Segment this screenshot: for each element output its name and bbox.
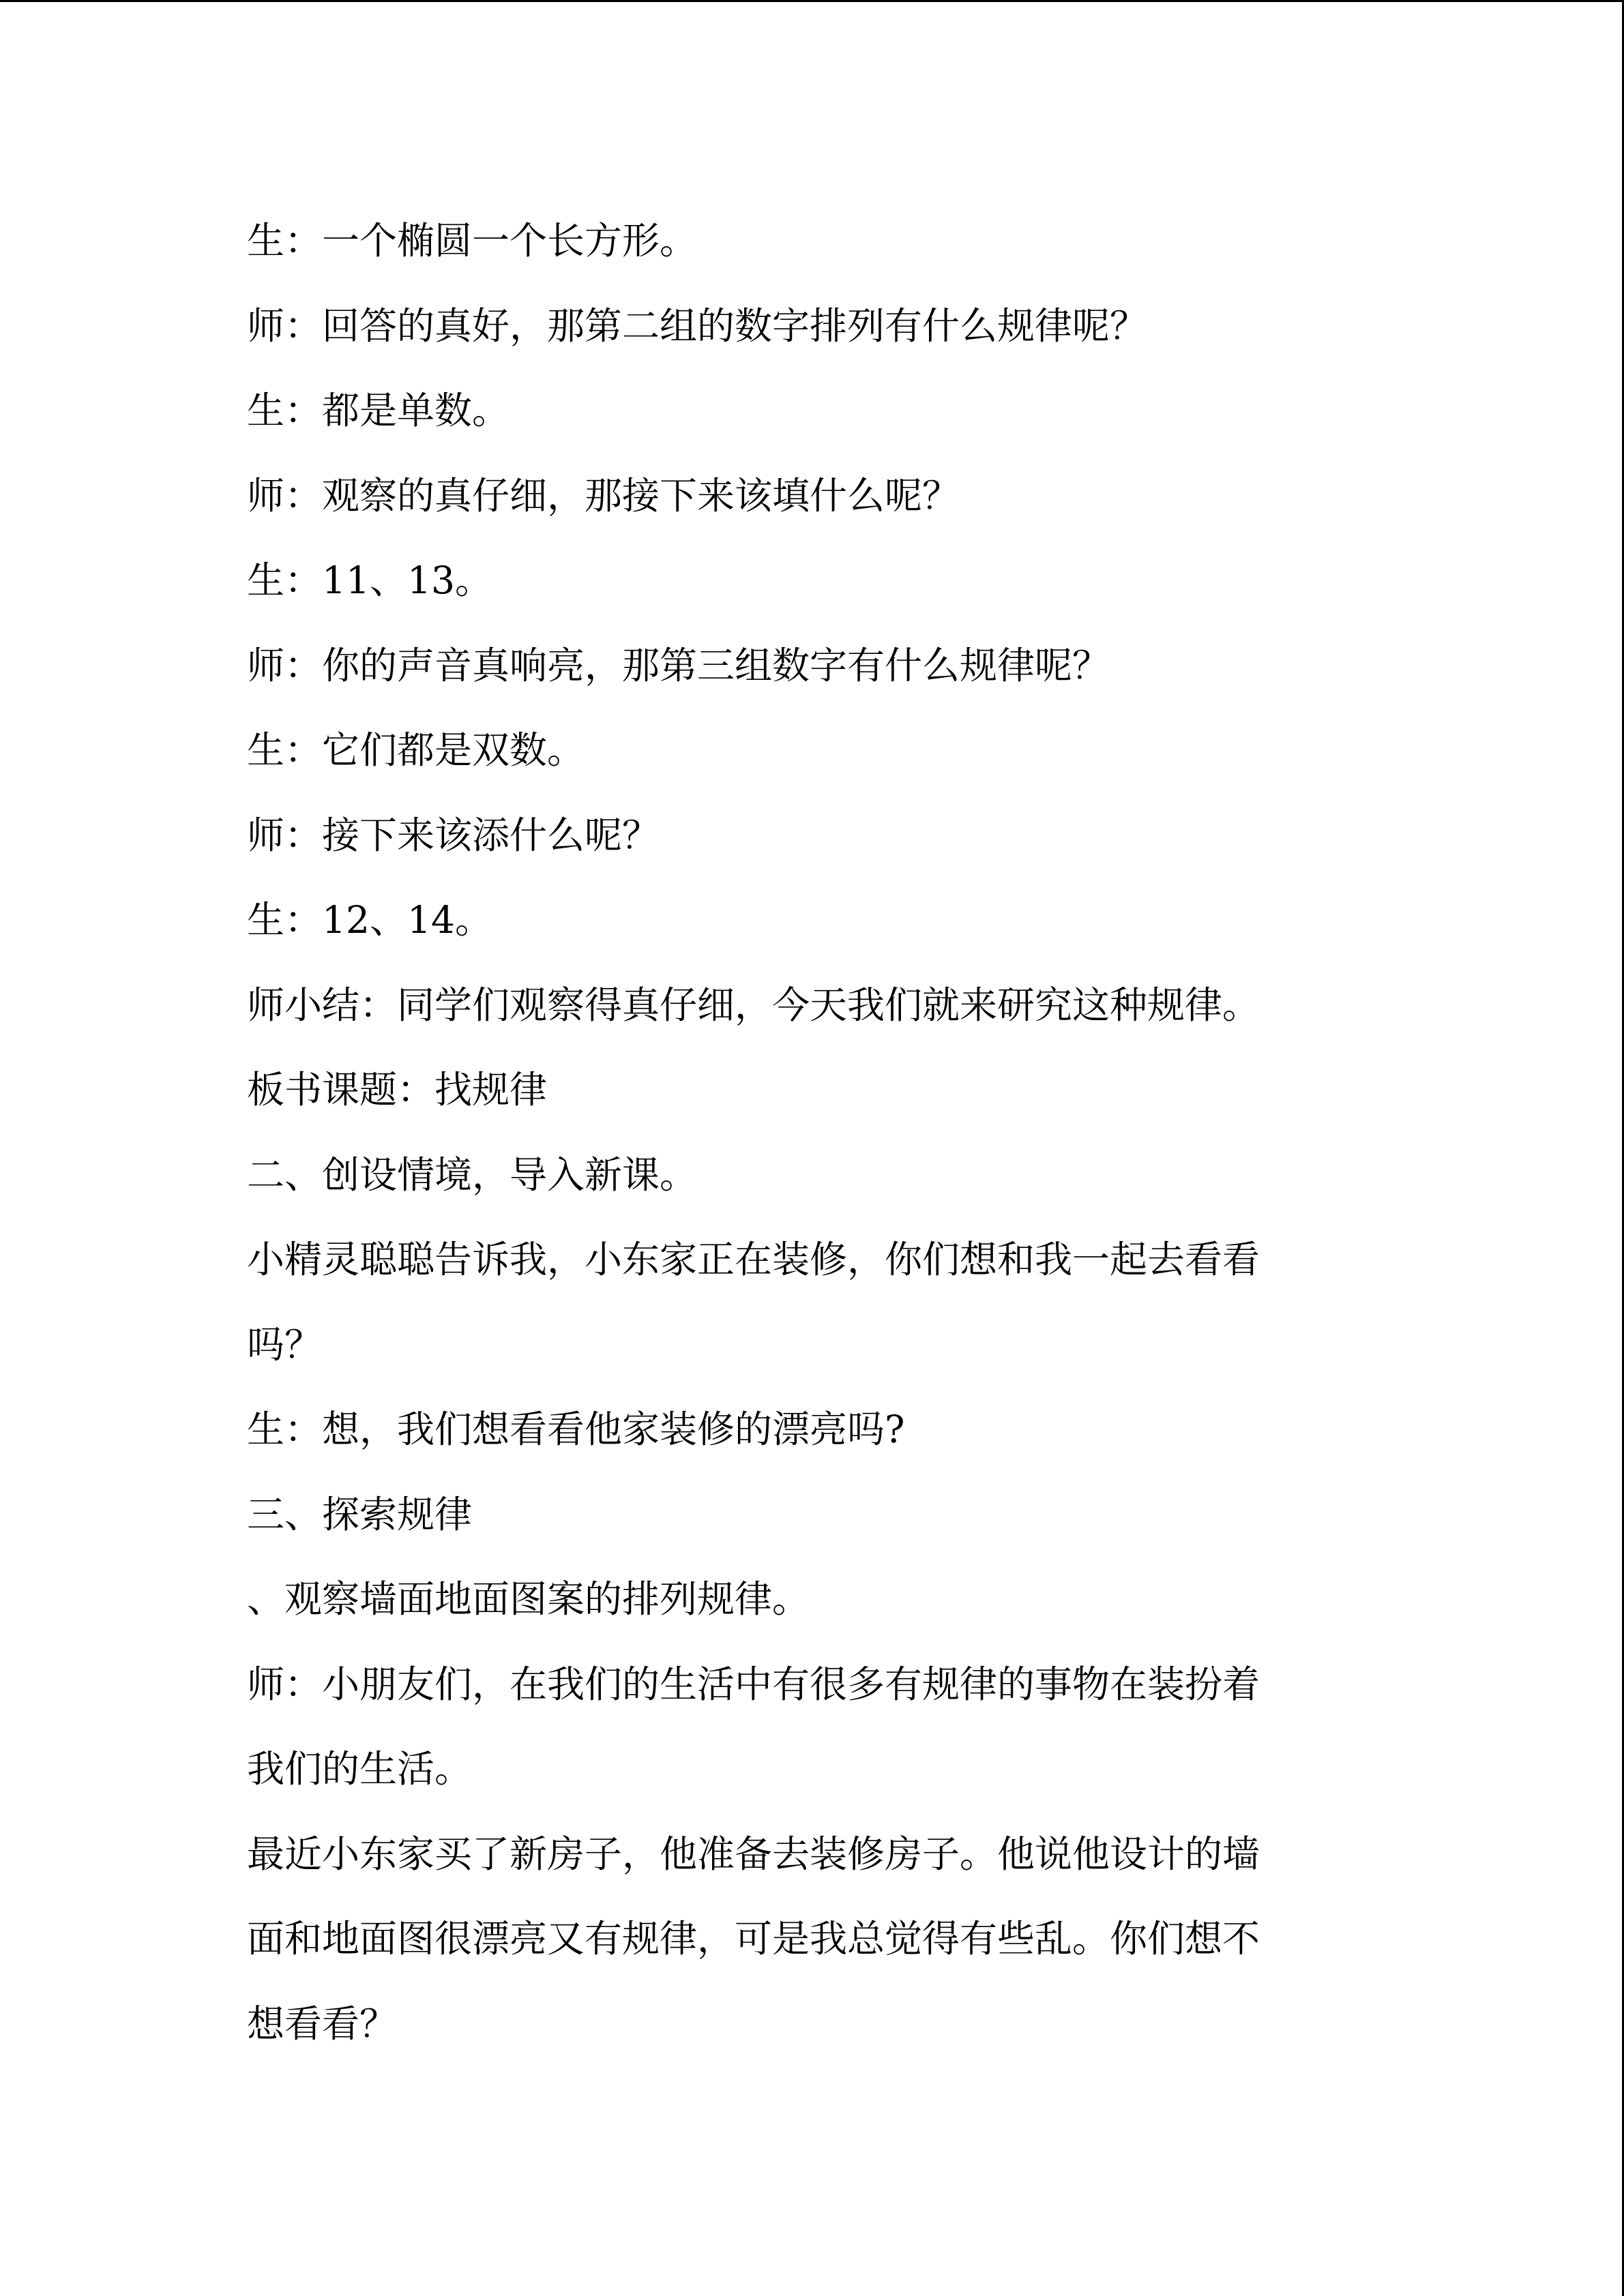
document-body	[247, 198, 1365, 2066]
text-line: 生：12、14。	[247, 898, 492, 942]
text-line: 师：小朋友们，在我们的生活中有很多有规律的事物在装扮着	[247, 1662, 1260, 1706]
section-heading: 二、创设情境，导入新课。	[247, 1152, 698, 1197]
text-line: 小精灵聪聪告诉我，小东家正在装修，你们想和我一起去看看	[247, 1238, 1260, 1281]
text-line: 生：都是单数。	[247, 389, 510, 432]
text-line: 师：观察的真仔细，那接下来该填什么呢？	[247, 473, 960, 518]
text-line: 吗？	[247, 1322, 323, 1367]
text-line: 生：它们都是双数。	[247, 728, 585, 772]
text-line: 生：一个椭圆一个长方形。	[247, 219, 698, 263]
text-line: 师：你的声音真响亮，那第三组数字有什么规律呢？	[247, 643, 1110, 687]
text-line: 生：想，我们想看看他家装修的漂亮吗?	[247, 1407, 905, 1451]
text-line: 想看看？	[247, 2001, 398, 2046]
text-line: 我们的生活。	[247, 1747, 473, 1791]
text-line: 、观察墙面地面图案的排列规律。	[247, 1577, 810, 1621]
section-heading: 三、探索规律	[247, 1492, 473, 1536]
text-line: 最近小东家买了新房子，他准备去装修房子。他说他设计的墙	[247, 1832, 1260, 1876]
text-line: 师：回答的真好，那第二组的数字排列有什么规律呢？	[247, 303, 1148, 348]
text-line: 生：11、13。	[247, 558, 492, 602]
text-line: 师：接下来该添什么呢？	[247, 813, 660, 857]
text-line: 面和地面图很漂亮又有规律，可是我总觉得有些乱。你们想不	[247, 1917, 1260, 1960]
text-line: 板书课题：找规律	[247, 1068, 548, 1112]
text-line: 师小结：同学们观察得真仔细，今天我们就来研究这种规律。	[247, 983, 1260, 1027]
